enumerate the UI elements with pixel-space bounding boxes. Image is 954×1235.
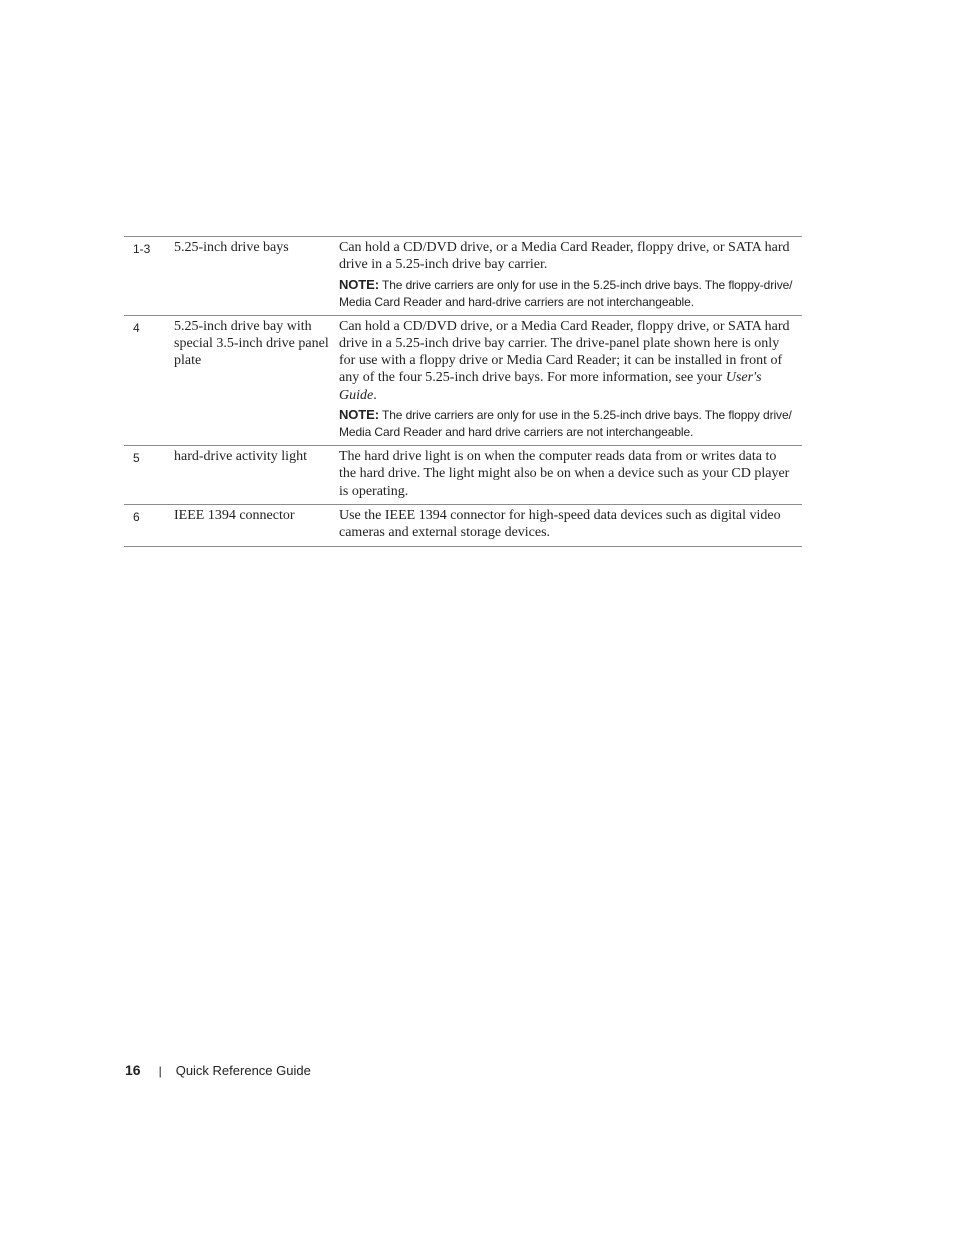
- table-row: [124, 315, 802, 445]
- note-label: NOTE:: [339, 276, 379, 292]
- item-name: 5.25-inch drive bays: [174, 237, 339, 316]
- component-table: [124, 236, 802, 547]
- item-description: [339, 315, 802, 445]
- table-row: [124, 237, 802, 316]
- item-number: 5: [124, 446, 174, 505]
- document-title: Quick Reference Guide: [175, 1063, 311, 1078]
- note: [339, 406, 796, 441]
- item-description: [339, 446, 802, 505]
- item-description: [339, 504, 802, 546]
- note-text: The drive carriers are only for use in the 5.25-inch drive bays. The floppy drive/ Media Card Reader and hard drive carriers are not interchangeable.: [339, 408, 792, 440]
- item-name: hard-drive activity light: [174, 446, 339, 505]
- note-text: The drive carriers are only for use in the 5.25-inch drive bays. The floppy-drive/ Media Card Reader and hard-drive carriers are not interchangeable.: [339, 277, 793, 309]
- item-name: 5.25-inch drive bay with special 3.5-inch drive panel plate: [174, 315, 339, 445]
- description-text: Can hold a CD/DVD drive, or a Media Card Reader, floppy drive, or SATA hard drive in a 5.25-inch drive bay carrier. The drive-panel plate shown here is only for use with a floppy drive or Media Card Reader; it can be installed in front of any of the four 5.25-inch drive bays. For more information, see your User's Guide.: [339, 318, 790, 403]
- description-text: Can hold a CD/DVD drive, or a Media Card Reader, floppy drive, or SATA hard drive in a 5.25-inch drive bay carrier.: [339, 240, 790, 273]
- page-footer: [125, 1062, 311, 1078]
- note: [339, 276, 796, 311]
- item-number: 4: [124, 315, 174, 445]
- description-text: The hard drive light is on when the computer reads data from or writes data to the hard drive. The light might also be on when a device such as your CD player is operating.: [339, 449, 790, 499]
- table-row: [124, 446, 802, 505]
- item-description: [339, 237, 802, 316]
- item-number: 1-3: [124, 237, 174, 316]
- note-label: NOTE:: [339, 407, 379, 423]
- item-number: 6: [124, 504, 174, 546]
- item-name: IEEE 1394 connector: [174, 504, 339, 546]
- page-number: 16: [125, 1062, 141, 1078]
- table-row: [124, 504, 802, 546]
- users-guide-reference: User's Guide: [339, 370, 762, 403]
- description-text: Use the IEEE 1394 connector for high-speed data devices such as digital video cameras and external storage devices.: [339, 507, 781, 541]
- footer-separator: |: [158, 1064, 162, 1078]
